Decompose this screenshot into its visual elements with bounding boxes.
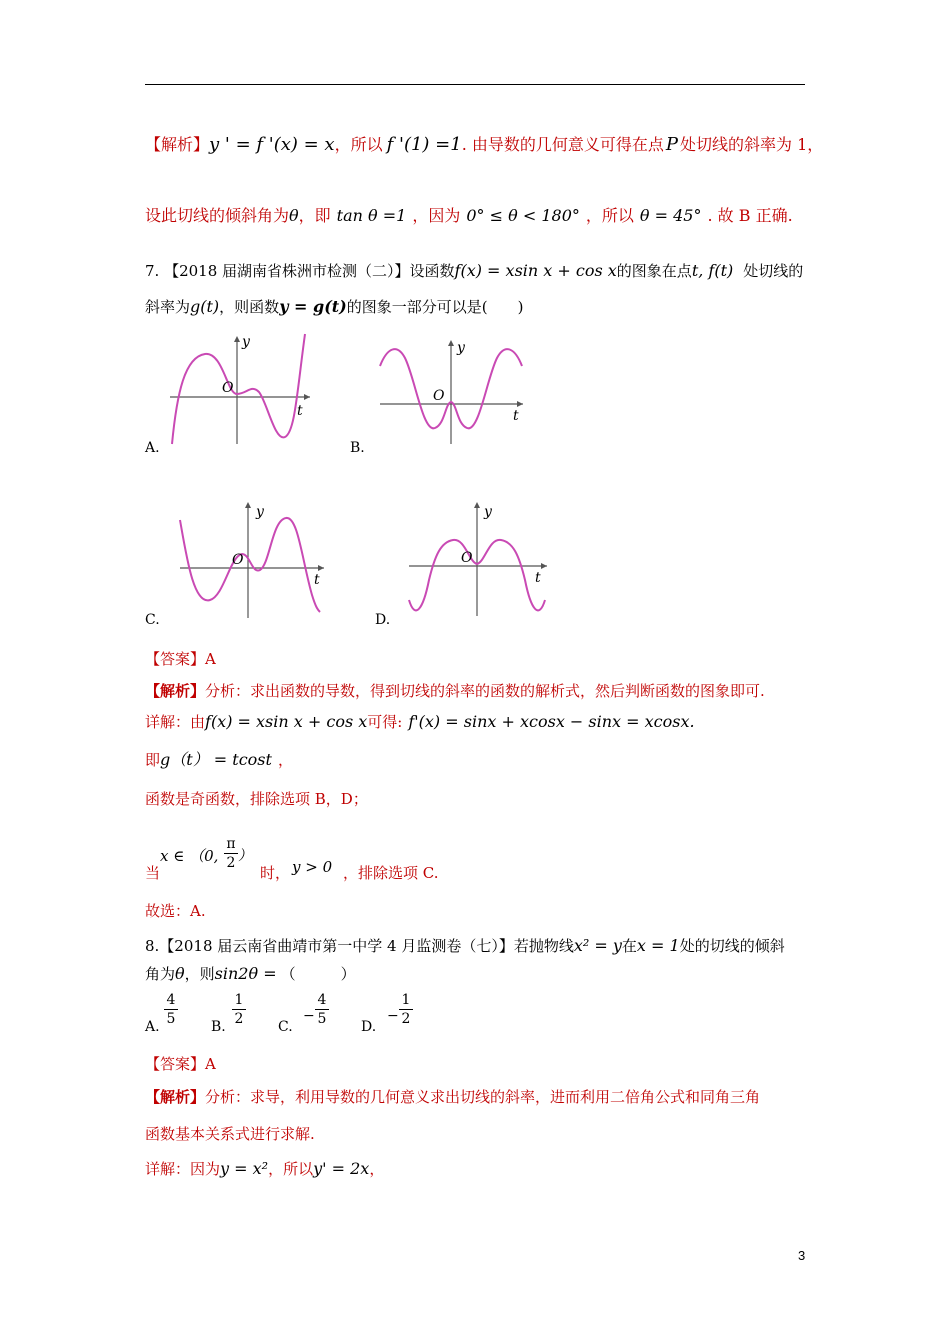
svg-text:y: y — [484, 504, 492, 520]
question-8-line-1: 8.【2018 届云南省曲靖市第一中学 4 月监测卷（七）】若抛物线x² = y在x = 1处的切线的倾斜 — [145, 936, 785, 955]
q7-dang-interval: x ∈ （0, — [160, 847, 219, 865]
solution-line-1: 【解析】y ' = f '(x) = x，所以 f '(1) =1. 由导数的几何意义可得在点 P 处切线的斜率为 1， — [145, 134, 824, 155]
q7-ji: 即g（t） = tcost ， — [145, 750, 293, 769]
question-7-line-2: 斜率为g(t)，则函数y = g(t)的图象一部分可以是( ) — [145, 297, 524, 316]
option-b-graph — [375, 338, 525, 448]
svg-text:t: t — [513, 408, 519, 424]
q7-odd: 函数是奇函数，排除选项 B，D； — [145, 790, 368, 808]
svg-text:O: O — [461, 550, 473, 566]
q8-option-a-fraction: 4 5 — [164, 992, 178, 1027]
q8-detail: 详解：因为y = x²，所以y' = 2x， — [145, 1159, 385, 1178]
equation-derivative: y ' = f '(x) = x — [209, 134, 335, 155]
y-axis-label: y — [242, 334, 250, 350]
q8-option-b-fraction: 1 2 — [232, 992, 246, 1027]
option-c-label: C. — [145, 612, 160, 628]
q7-dang-rest: 时， — [260, 864, 291, 882]
q7-detail: 详解：由f(x) = xsin x + cos x可得: f'(x) = sinx + xcosx − sinx = xcosx. — [145, 712, 695, 731]
q8-option-a-label: A. — [145, 1019, 160, 1035]
analysis-tag: 【解析】 — [145, 135, 210, 154]
question-7-line-1: 7. 【2018 届湖南省株洲市检测（二）】设函数f(x) = xsin x + cos x的图象在点t, f(t) 处切线的 — [145, 261, 804, 280]
q8-analysis-1: 【解析】分析：求导，利用导数的几何意义求出切线的斜率，进而利用二倍角公式和同角三角 — [145, 1088, 761, 1106]
q8-answer: 【答案】A — [145, 1055, 216, 1073]
page-number: 3 — [798, 1248, 806, 1263]
q8-option-c-fraction: 4 5 — [315, 992, 329, 1027]
solution-line-2: 设此切线的倾斜角为θ，即 tan θ =1 ，因为 0° ≤ θ < 180° ，所以 θ = 45° . 故 B 正确. — [145, 206, 793, 225]
q8-option-d-label: D. — [361, 1019, 377, 1035]
q7-dang: 当 — [145, 864, 161, 882]
question-8-line-2: 角为θ，则sin2θ = （ ） — [145, 964, 356, 983]
svg-text:t: t — [535, 570, 541, 586]
option-a-label: A. — [145, 440, 160, 456]
svg-text:y: y — [457, 340, 465, 356]
svg-text:t: t — [314, 572, 320, 588]
svg-text:y: y — [256, 504, 264, 520]
header-rule — [145, 84, 805, 85]
q8-analysis-2: 函数基本关系式进行求解. — [145, 1125, 315, 1143]
option-c-graph — [172, 500, 332, 620]
q8-option-d-fraction: 1 2 — [399, 992, 413, 1027]
svg-text:O: O — [433, 388, 445, 404]
q7-conclusion: 故选：A. — [145, 902, 206, 920]
q8-option-b-label: B. — [211, 1019, 226, 1035]
option-d-graph — [405, 500, 550, 620]
pi-over-2-fraction: π 2 — [224, 836, 238, 871]
option-a-graph — [165, 332, 315, 447]
t-axis-label: t — [297, 403, 303, 419]
svg-text:O: O — [232, 552, 244, 568]
q7-analysis: 【解析】分析：求出函数的导数，得到切线的斜率的函数的解析式，然后判断函数的图象即可. — [145, 682, 765, 700]
q7-answer: 【答案】A — [145, 650, 216, 668]
q8-option-c-label: C. — [278, 1019, 293, 1035]
option-d-label: D. — [375, 612, 391, 628]
origin-label: O — [222, 380, 234, 396]
option-b-label: B. — [350, 440, 365, 456]
